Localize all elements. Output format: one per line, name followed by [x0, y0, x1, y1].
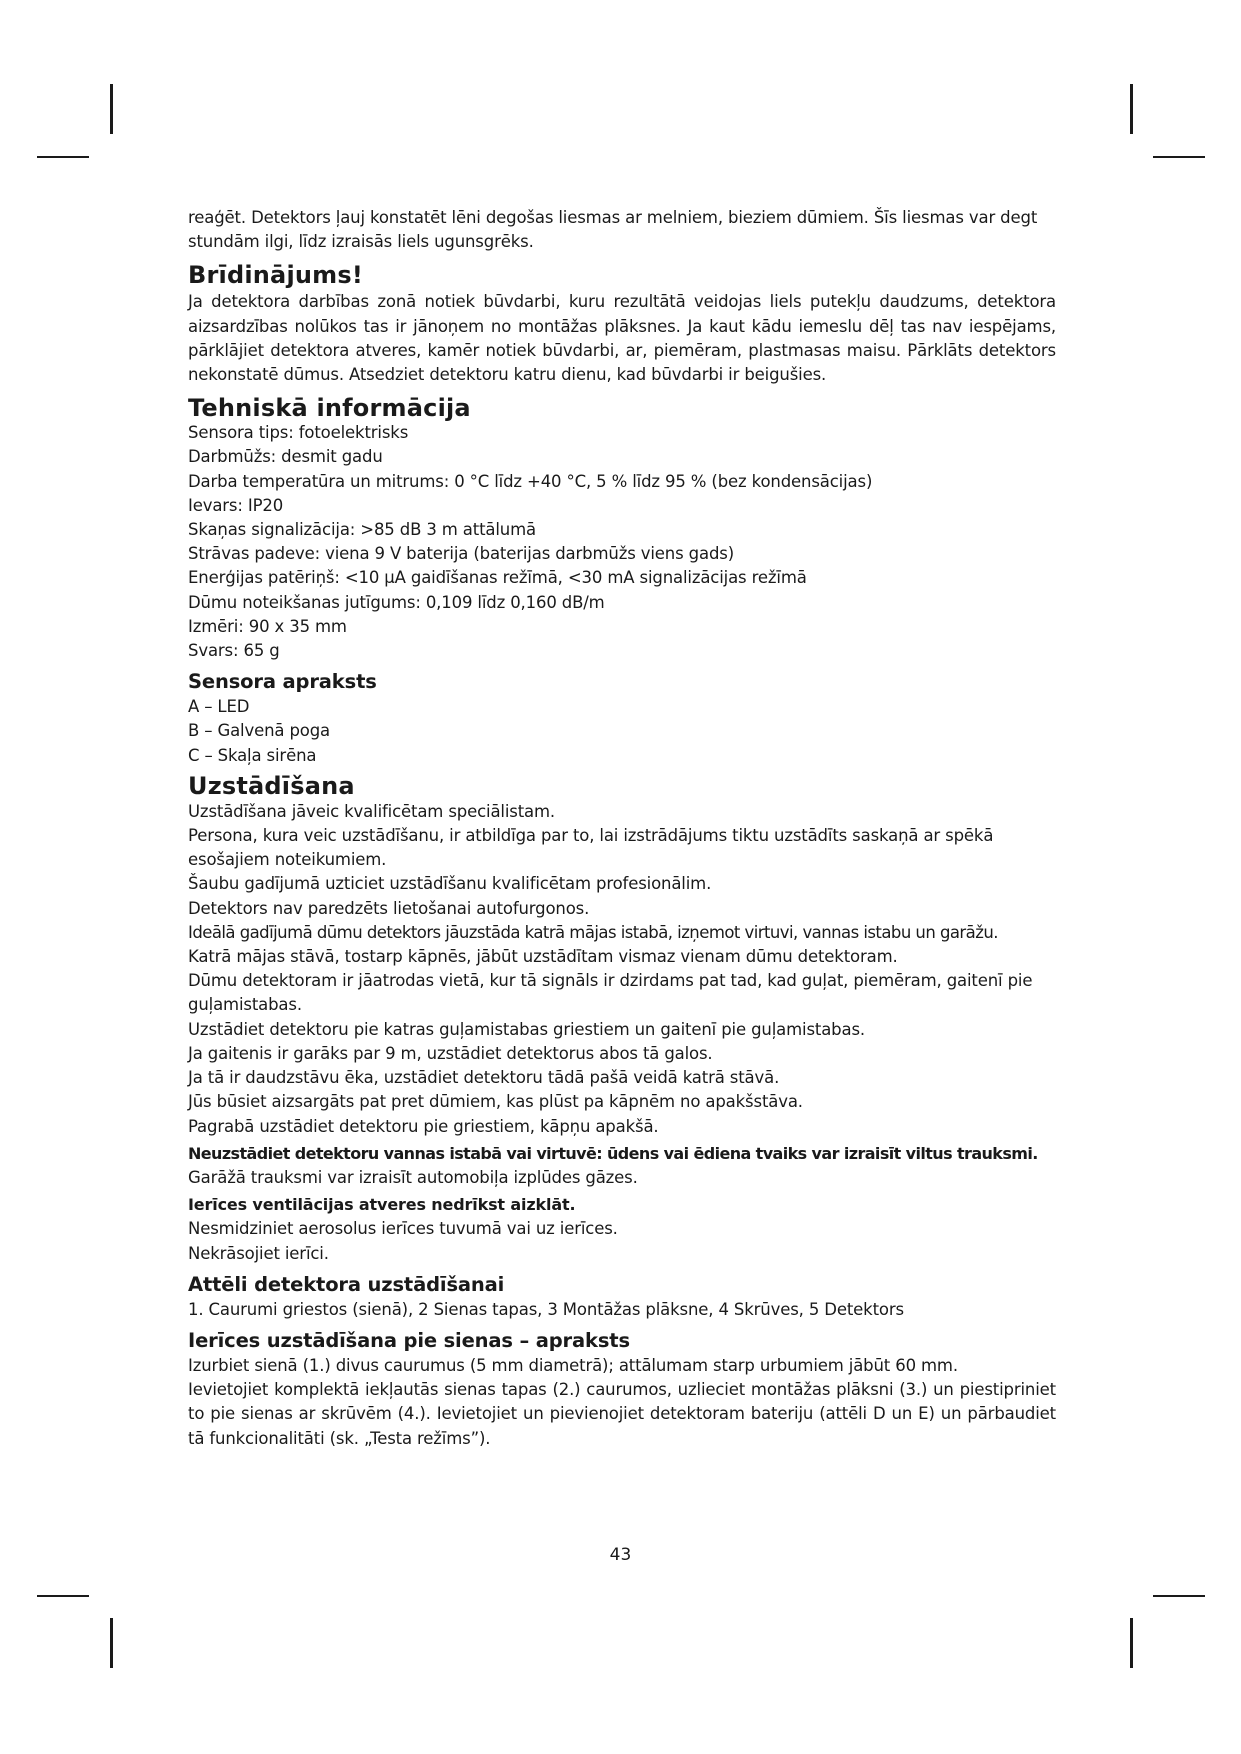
- warning-heading: Brīdinājums!: [188, 261, 363, 290]
- crop-mark: [110, 1618, 113, 1668]
- crop-mark: [1130, 84, 1133, 134]
- install-paragraph: Garāžā trauksmi var izraisīt automobiļa izplūdes gāzes.: [188, 1167, 638, 1187]
- install-paragraph: Uzstādīšana jāveic kvalificētam speciālistam.: [188, 801, 556, 821]
- tech-item: Skaņas signalizācija: >85 dB 3 m attālumā: [188, 520, 536, 540]
- install-paragraph: Ideālā gadījumā dūmu detektors jāuzstāda katrā mājas istabā, izņemot virtuvi, vannas istabu un garāžu.: [188, 922, 998, 942]
- crop-mark: [1130, 1618, 1133, 1668]
- install-paragraph: Nesmidziniet aerosolus ierīces tuvumā vai uz ierīces.: [188, 1219, 618, 1239]
- install-warning-bold: Neuzstādiet detektoru vannas istabā vai virtuvē: ūdens vai ēdiena tvaiks var izraisīt viltus trauksmi.: [188, 1143, 1038, 1163]
- images-heading: Attēli detektora uzstādīšanai: [188, 1272, 505, 1296]
- images-caption: 1. Caurumi griestos (sienā), 2 Sienas tapas, 3 Montāžas plāksne, 4 Skrūves, 5 Detektors: [188, 1299, 904, 1319]
- tech-item: Strāvas padeve: viena 9 V baterija (baterijas darbmūžs viens gads): [188, 544, 735, 564]
- tech-item: Darba temperatūra un mitrums: 0 °C līdz +40 °C, 5 % līdz 95 % (bez kondensācijas): [188, 471, 873, 491]
- tech-item: Darbmūžs: desmit gadu: [188, 447, 383, 467]
- wall-paragraph: Ievietojiet komplektā iekļautās sienas tapas (2.) caurumos, uzlieciet montāžas plāksni (3.) un piestipriniet to pie sienas ar skrūvēm (4.). Ievietojiet un pievienojiet detektoram bateriju (attēli D un E) un pārbaudiet tā funkcionalitāti (sk. „Testa režīms”).: [188, 1380, 1056, 1448]
- wall-heading: Ierīces uzstādīšana pie sienas – apraksts: [188, 1328, 630, 1352]
- install-paragraph: Dūmu detektoram ir jāatrodas vietā, kur tā signāls ir dzirdams pat tad, kad guļat, piemēram, gaitenī pie guļamistabas.: [188, 971, 1033, 1015]
- tech-item: Dūmu noteikšanas jutīgums: 0,109 līdz 0,160 dB/m: [188, 592, 605, 612]
- tech-item: Enerģijas patēriņš: <10 μA gaidīšanas režīmā, <30 mA signalizācijas režīmā: [188, 568, 807, 588]
- crop-mark: [37, 1595, 89, 1597]
- tech-item: Izmēri: 90 x 35 mm: [188, 616, 347, 636]
- vent-warning-bold: Ierīces ventilācijas atveres nedrīkst aizklāt.: [188, 1195, 576, 1215]
- page-content: [188, 206, 1056, 1451]
- tech-item: Sensora tips: fotoelektrisks: [188, 423, 409, 443]
- page-number: 43: [609, 1545, 632, 1565]
- warning-paragraph: Ja detektora darbības zonā notiek būvdarbi, kuru rezultātā veidojas liels putekļu daudzums, detektora aizsardzības nolūkos tas ir jānoņem no montāžas plāksnes. Ja kaut kādu iemeslu dēļ tas nav iespējams, pārklājiet detektora atveres, kamēr notiek būvdarbi, ar, piemēram, plastmasas maisu. Pārklāts detektors nekonstatē dūmus. Atsedziet detektoru katru dienu, kad būvdarbi ir beigušies.: [188, 292, 1056, 385]
- tech-heading: Tehniskā informācija: [188, 394, 471, 423]
- install-paragraph: Ja tā ir daudzstāvu ēka, uzstādiet detektoru tādā pašā veidā katrā stāvā.: [188, 1068, 780, 1088]
- wall-paragraph: Izurbiet sienā (1.) divus caurumus (5 mm diametrā); attālumam starp urbumiem jābūt 60 mm.: [188, 1355, 958, 1375]
- install-heading: Uzstādīšana: [188, 771, 355, 800]
- install-paragraph: Ja gaitenis ir garāks par 9 m, uzstādiet detektorus abos tā galos.: [188, 1043, 713, 1063]
- tech-list: [188, 421, 1056, 663]
- install-paragraph: Nekrāsojiet ierīci.: [188, 1243, 329, 1263]
- sensor-list: [188, 695, 1056, 768]
- install-section: [188, 800, 1056, 1266]
- sensor-item: B – Galvenā poga: [188, 721, 331, 741]
- sensor-item: A – LED: [188, 697, 250, 717]
- install-paragraph: Detektors nav paredzēts lietošanai autofurgonos.: [188, 898, 590, 918]
- install-paragraph: Persona, kura veic uzstādīšanu, ir atbildīga par to, lai izstrādājums tiktu uzstādīts saskaņā ar spēkā esošajiem noteikumiem.: [188, 826, 994, 870]
- intro-paragraph: reaģēt. Detektors ļauj konstatēt lēni degošas liesmas ar melniem, bieziem dūmiem. Šīs liesmas var degt stundām ilgi, līdz izraisās liels ugunsgrēks.: [188, 208, 1038, 252]
- install-paragraph: Katrā mājas stāvā, tostarp kāpnēs, jābūt uzstādītam vismaz vienam dūmu detektoram.: [188, 947, 898, 967]
- crop-mark: [1153, 1595, 1205, 1597]
- install-paragraph: Jūs būsiet aizsargāts pat pret dūmiem, kas plūst pa kāpnēm no apakšstāva.: [188, 1092, 803, 1112]
- crop-mark: [1153, 156, 1205, 158]
- crop-mark: [110, 84, 113, 134]
- install-paragraph: Pagrabā uzstādiet detektoru pie griestiem, kāpņu apakšā.: [188, 1116, 659, 1136]
- sensor-heading: Sensora apraksts: [188, 670, 377, 694]
- tech-item: Svars: 65 g: [188, 641, 280, 661]
- install-paragraph: Uzstādiet detektoru pie katras guļamistabas griestiem un gaitenī pie guļamistabas.: [188, 1019, 866, 1039]
- crop-mark: [37, 156, 89, 158]
- install-paragraph: Šaubu gadījumā uzticiet uzstādīšanu kvalificētam profesionālim.: [188, 874, 712, 894]
- sensor-item: C – Skaļa sirēna: [188, 745, 317, 765]
- tech-item: Ievars: IP20: [188, 495, 284, 515]
